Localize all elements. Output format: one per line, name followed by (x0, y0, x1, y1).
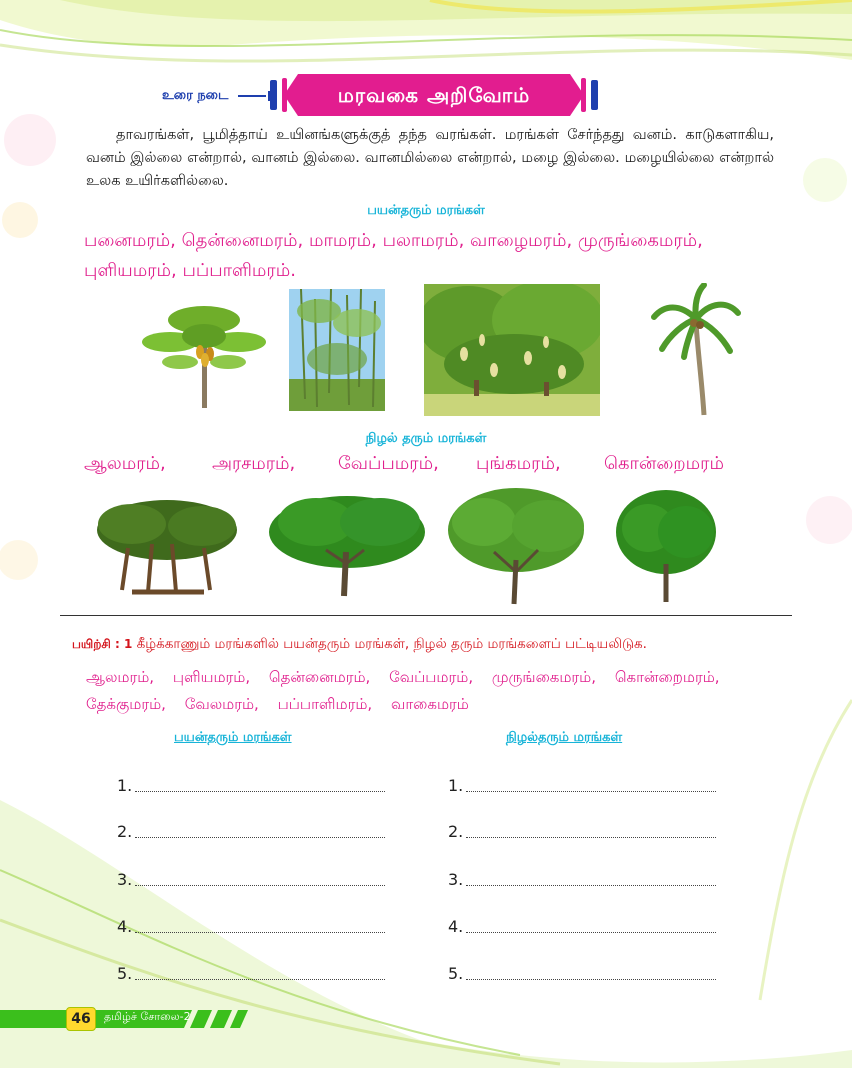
option-item: புளியமரம், (172, 668, 251, 686)
answer-line[interactable] (448, 964, 463, 983)
option-item: வாகைமரம் (390, 695, 469, 713)
answer-blank[interactable] (466, 837, 716, 838)
exercise-label: பயிற்சி : 1 (72, 637, 133, 651)
line-number: 3. (448, 870, 464, 889)
answer-line[interactable] (448, 822, 463, 841)
answer-line[interactable] (448, 776, 463, 795)
answer-line[interactable] (117, 822, 132, 841)
option-item: ஆலமரம், (86, 668, 155, 686)
line-number: 5. (117, 964, 133, 983)
intro-paragraph (86, 124, 774, 193)
exercise-question: கீழ்க்காணும் மரங்களில் பயன்தரும் மரங்கள், நிழல் தரும் மரங்களைப் பட்டியலிடுக. (136, 636, 647, 652)
shade-tree-item: ஆலமரம், (84, 453, 166, 474)
answer-blank[interactable] (135, 885, 385, 886)
line-number: 4. (448, 917, 464, 936)
option-item: வேப்பமரம், (389, 668, 474, 686)
line-number: 3. (117, 870, 133, 889)
line-number: 4. (117, 917, 133, 936)
shade-tree-item: அரசமரம், (212, 453, 296, 474)
exercise-options (86, 664, 806, 718)
answer-blank[interactable] (135, 837, 385, 838)
useful-trees-list: பனைமரம், தென்னைமரம், மாமரம், பலாமரம், வாழைமரம், முருங்கைமரம், புளியமரம், பப்பாளிமரம். (84, 230, 703, 281)
answer-line[interactable] (448, 870, 463, 889)
shade-tree-item: கொன்றைமரம் (604, 453, 724, 474)
option-item: வேலமரம், (184, 695, 259, 713)
book-title: தமிழ்ச் சோலை-2 (104, 1010, 191, 1023)
page-number: 46 (66, 1007, 96, 1031)
line-number: 2. (448, 822, 464, 841)
shade-trees-heading: நிழல் தரும் மரங்கள் (365, 431, 487, 446)
option-item: தேக்குமரம், (86, 695, 166, 713)
line-number: 1. (117, 776, 133, 795)
banyan-tree-picture (92, 494, 242, 598)
peepal-tree-picture (266, 492, 428, 598)
intro-text: தாவரங்கள், பூமித்தாய் உயினங்களுக்குத் தந்த வரங்கள். மரங்கள் சேர்ந்தது வனம். காடுகளாகிய, வனம் இல்லை என்றால், வானம் இல்லை. வானமில்லை என்றால், மழை இல்லை. மழையில்லை என்றால் உலக உயிர்களில்லை. (86, 127, 774, 189)
shade-column-heading: நிழல்தரும் மரங்கள் (506, 730, 623, 745)
option-item: முருங்கைமரம், (491, 668, 597, 686)
answer-blank[interactable] (466, 932, 716, 933)
neem-tree-picture (444, 486, 588, 606)
useful-trees-heading: பயன்தரும் மரங்கள் (367, 203, 485, 218)
line-number: 5. (448, 964, 464, 983)
section-tag: உரை நடை (162, 88, 229, 103)
answer-blank[interactable] (466, 979, 716, 980)
answer-blank[interactable] (135, 979, 385, 980)
mango-tree-picture (424, 284, 600, 416)
useful-column-heading: பயன்தரும் மரங்கள் (174, 730, 292, 745)
drumstick-tree-picture (289, 289, 385, 411)
section-divider (60, 615, 792, 616)
answer-line[interactable] (117, 776, 132, 795)
answer-line[interactable] (117, 964, 132, 983)
option-item: கொன்றைமரம், (614, 668, 720, 686)
option-item: தென்னைமரம், (268, 668, 371, 686)
answer-line[interactable] (448, 917, 463, 936)
papaya-tree-picture (140, 292, 270, 410)
answer-blank[interactable] (466, 791, 716, 792)
coconut-tree-picture (650, 283, 742, 417)
shade-tree-item: புங்கமரம், (476, 453, 561, 474)
line-number: 2. (117, 822, 133, 841)
exercise-instruction (72, 636, 832, 654)
cassia-tree-picture (612, 488, 720, 604)
page-title: மரவகை அறிவோம் (337, 83, 531, 107)
shade-tree-item: வேப்பமரம், (338, 453, 439, 474)
line-number: 1. (448, 776, 464, 795)
answer-line[interactable] (117, 917, 132, 936)
answer-blank[interactable] (466, 885, 716, 886)
answer-blank[interactable] (135, 791, 385, 792)
answer-blank[interactable] (135, 932, 385, 933)
option-item: பப்பாளிமரம், (277, 695, 373, 713)
answer-line[interactable] (117, 870, 132, 889)
